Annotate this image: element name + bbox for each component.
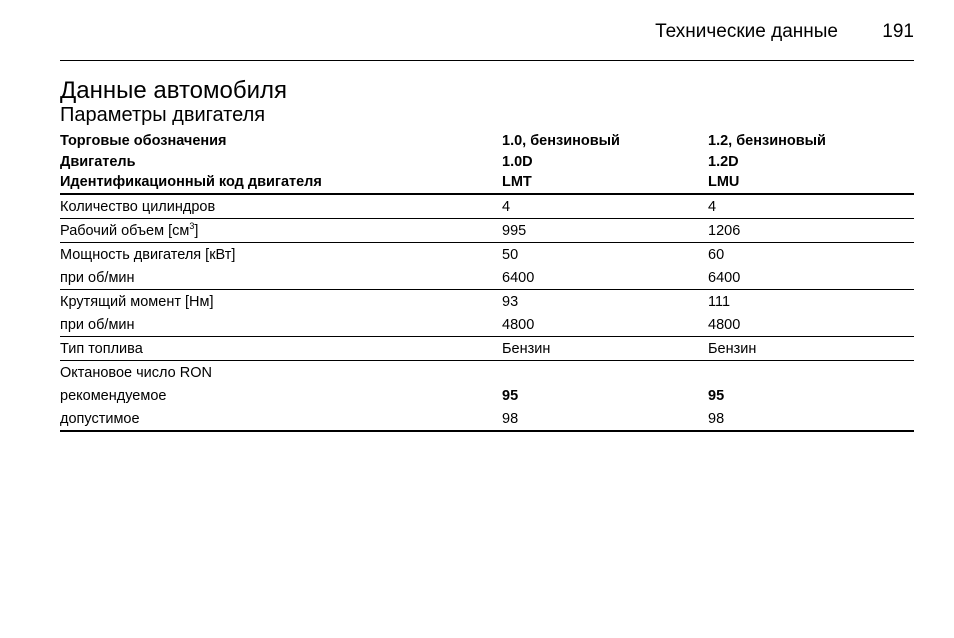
cell-value: 111 [708,293,731,310]
table-row [60,152,914,173]
section-title: Технические данные [655,21,838,42]
table-row [60,360,914,384]
table-row [60,336,914,360]
cell-value: 4800 [708,313,914,337]
table-row [60,172,914,194]
cell-label: допустимое [60,407,502,431]
cell-value: LMT [502,172,708,194]
table-header [60,131,914,194]
cell-label: Мощность двигателя [кВт] [60,246,236,263]
table-row [60,289,914,313]
table-row [60,218,914,242]
cell-value [708,360,914,384]
cell-value: Бензин [708,336,914,360]
cell-value: 93 [502,293,519,310]
page-number: 191 [882,21,914,42]
table-row [60,131,914,152]
engine-spec-table [60,131,914,432]
cell-label: Идентификационный код двигателя [60,172,502,194]
cell-label: Октановое число RON [60,364,212,381]
cell-label [60,218,502,242]
cell-value: 4800 [502,313,708,337]
table-row [60,384,914,407]
cell-value: 1.0D [502,153,533,170]
displacement-label: Рабочий объем [см [60,222,190,239]
table-row [60,266,914,290]
cell-value [502,360,708,384]
cell-value: 1.2, бензиновый [708,133,826,149]
page-title: Данные автомобиля [60,77,288,104]
cell-label: при об/мин [60,313,502,337]
cell-value: LMU [708,172,914,194]
cell-label: рекомендуемое [60,387,167,404]
section-subtitle: Параметры двигателя [60,104,266,126]
table-row [60,407,914,431]
cell-label: Тип топлива [60,336,502,360]
cell-value: 1206 [708,218,914,242]
page-header [60,18,914,61]
cell-value: 95 [708,387,725,404]
cell-value: 50 [502,246,519,263]
cell-label: Торговые обозначения [60,133,227,149]
cell-label: Количество цилиндров [60,194,502,219]
cell-value: 995 [502,218,708,242]
cell-value: 6400 [502,266,708,290]
table-row [60,194,914,219]
table-row [60,313,914,337]
cell-value: 98 [502,407,708,431]
cell-value: 98 [708,407,914,431]
cell-label: при об/мин [60,266,502,290]
table-row [60,242,914,266]
cell-value: 1.2D [708,153,739,170]
cell-value: 6400 [708,266,914,290]
cell-value: 1.0, бензиновый [502,133,620,149]
cell-label: Крутящий момент [Нм] [60,293,214,310]
cell-value: 60 [708,246,725,263]
table-body [60,194,914,431]
cell-label: Двигатель [60,153,136,170]
cell-value: 95 [502,387,519,404]
cell-value: Бензин [502,336,708,360]
cell-value: 4 [708,194,914,219]
displacement-label-end: ] [194,222,199,239]
superscript: 3 [189,220,195,231]
cell-value: 4 [502,194,708,219]
